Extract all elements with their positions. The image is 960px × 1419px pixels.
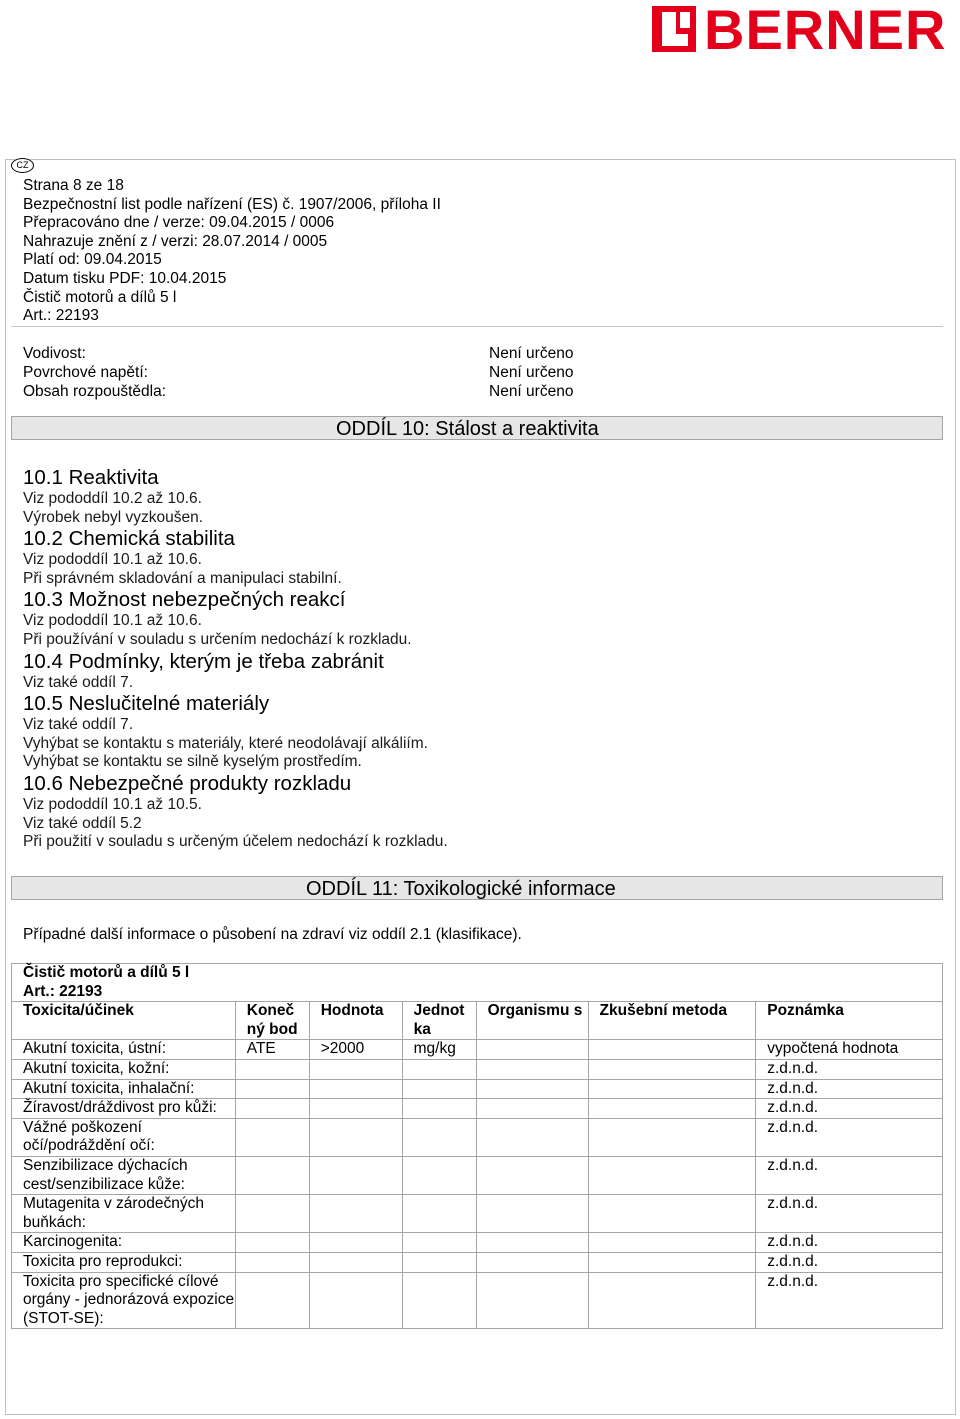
table-cell [476, 1233, 588, 1253]
header-line: Platí od: 09.04.2015 [23, 251, 162, 269]
table-cell: Žíravost/dráždivost pro kůži: [12, 1099, 236, 1119]
document-header [23, 177, 441, 326]
property-row [23, 345, 723, 364]
column-header: Toxicita/účinek [12, 1002, 236, 1040]
header-divider [11, 326, 943, 327]
subsection-text: Viz pododdíl 10.2 až 10.6. [23, 490, 202, 507]
table-cell: Mutagenita v zárodečných buňkách: [12, 1195, 236, 1233]
berner-logo-mark-icon [652, 6, 696, 52]
table-cell [476, 1059, 588, 1079]
table-cell: z.d.n.d. [756, 1195, 943, 1233]
table-cell [588, 1079, 756, 1099]
table-cell [402, 1079, 476, 1099]
table-cell: z.d.n.d. [756, 1059, 943, 1079]
table-row [12, 1040, 943, 1060]
header-line: Přepracováno dne / verze: 09.04.2015 / 0006 [23, 214, 335, 232]
subsection-text: Viz pododdíl 10.1 až 10.6. [23, 612, 202, 630]
table-cell [402, 1233, 476, 1253]
table-cell [588, 1252, 756, 1272]
table-cell: z.d.n.d. [756, 1156, 943, 1194]
table-cell [402, 1059, 476, 1079]
table-cell: >2000 [309, 1040, 402, 1060]
property-list [23, 345, 723, 401]
table-cell [588, 1118, 756, 1156]
table-row [12, 1252, 943, 1272]
header-line: Datum tisku PDF: 10.04.2015 [23, 269, 227, 287]
table-cell: Toxicita pro reprodukci: [12, 1252, 236, 1272]
section-10-content [23, 466, 923, 852]
column-header: Hodnota [309, 1002, 402, 1040]
table-cell: vypočtená hodnota [756, 1040, 943, 1060]
subsection-heading: 10.6 Nebezpečné produkty rozkladu [23, 771, 352, 795]
subsection-heading: 10.1 Reaktivita [23, 466, 159, 489]
header-line: Strana 8 ze 18 [23, 177, 124, 194]
table-cell [402, 1252, 476, 1272]
subsection-heading: 10.3 Možnost nebezpečných reakcí [23, 588, 346, 612]
section-11-title: ODDÍL 11: Toxikologické informace [306, 878, 616, 900]
table-product-row [12, 964, 943, 1002]
table-cell: Akutní toxicita, kožní: [12, 1059, 236, 1079]
table-cell: z.d.n.d. [756, 1233, 943, 1253]
subsection-heading: 10.5 Neslučitelné materiály [23, 692, 270, 716]
property-row [23, 383, 723, 402]
section-10-bar [11, 416, 943, 440]
column-header: Poznámka [756, 1002, 943, 1040]
subsection-text: Při správném skladování a manipulaci stabilní. [23, 569, 342, 587]
table-cell: z.d.n.d. [756, 1118, 943, 1156]
table-row [12, 1099, 943, 1119]
table-cell [476, 1099, 588, 1119]
property-label: Vodivost: [23, 345, 86, 362]
table-product-name: Čistič motorů a dílů 5 l [23, 964, 190, 981]
header-line: Čistič motorů a dílů 5 l [23, 288, 177, 306]
table-cell: z.d.n.d. [756, 1252, 943, 1272]
table-row [12, 1195, 943, 1233]
table-cell [476, 1156, 588, 1194]
table-row [12, 1233, 943, 1253]
table-cell [235, 1252, 309, 1272]
subsection-text: Viz také oddíl 7. [23, 716, 134, 734]
table-cell [235, 1079, 309, 1099]
subsection-text: Vyhýbat se kontaktu s materiály, které neodolávají alkáliím. [23, 734, 428, 752]
table-product-art: Art.: 22193 [23, 982, 103, 1000]
table-cell: Akutní toxicita, ústní: [12, 1040, 236, 1060]
table-cell [235, 1059, 309, 1079]
column-header: Zkušební metoda [588, 1002, 756, 1040]
table-cell [588, 1272, 756, 1329]
table-cell: mg/kg [402, 1040, 476, 1060]
property-label: Obsah rozpouštědla: [23, 382, 167, 400]
table-cell [402, 1118, 476, 1156]
subsection-text: Viz také oddíl 5.2 [23, 814, 142, 832]
language-badge: CZ [11, 158, 34, 173]
table-cell [235, 1156, 309, 1194]
table-cell: Vážné poškození očí/podráždění očí: [12, 1118, 236, 1156]
table-cell [309, 1118, 402, 1156]
column-header: Organismu s [476, 1002, 588, 1040]
table-cell [235, 1118, 309, 1156]
table-cell [309, 1079, 402, 1099]
table-cell [476, 1272, 588, 1329]
table-cell [309, 1059, 402, 1079]
table-cell [235, 1195, 309, 1233]
header-line: Nahrazuje znění z / verzi: 28.07.2014 / 0005 [23, 232, 328, 250]
table-cell [588, 1233, 756, 1253]
table-cell [235, 1272, 309, 1329]
table-cell [588, 1040, 756, 1060]
table-cell: z.d.n.d. [756, 1272, 943, 1329]
table-cell [309, 1233, 402, 1253]
berner-logo-text: BERNER [704, 0, 947, 61]
table-cell [309, 1156, 402, 1194]
table-cell [235, 1099, 309, 1119]
table-cell [402, 1195, 476, 1233]
table-cell [476, 1118, 588, 1156]
column-header: Koneč ný bod [235, 1002, 309, 1040]
table-cell [588, 1156, 756, 1194]
table-cell: ATE [235, 1040, 309, 1060]
berner-logo [652, 0, 956, 61]
section-11-note: Případné další informace o působení na zdraví viz oddíl 2.1 (klasifikace). [23, 926, 522, 943]
table-cell [309, 1252, 402, 1272]
table-row [12, 1118, 943, 1156]
subsection-text: Viz pododdíl 10.1 až 10.6. [23, 551, 202, 569]
header-line: Art.: 22193 [23, 307, 99, 325]
property-label: Povrchové napětí: [23, 363, 148, 381]
table-cell [476, 1195, 588, 1233]
table-cell: Akutní toxicita, inhalační: [12, 1079, 236, 1099]
table-cell: z.d.n.d. [756, 1079, 943, 1099]
table-cell: Senzibilizace dýchacích cest/senzibilizace kůže: [12, 1156, 236, 1194]
table-cell: Karcinogenita: [12, 1233, 236, 1253]
table-cell [235, 1233, 309, 1253]
subsection-text: Vyhýbat se kontaktu se silně kyselým prostředím. [23, 753, 362, 771]
property-value: Není určeno [489, 345, 574, 362]
table-row [12, 1272, 943, 1329]
subsection-text: Viz pododdíl 10.1 až 10.5. [23, 795, 202, 813]
property-value: Není určeno [489, 363, 574, 381]
subsection-text: Výrobek nebyl vyzkoušen. [23, 508, 204, 526]
header-line: Bezpečnostní list podle nařízení (ES) č. 1907/2006, příloha II [23, 195, 441, 213]
property-row [23, 364, 723, 383]
table-cell [309, 1272, 402, 1329]
property-value: Není určeno [489, 382, 574, 400]
table-cell [402, 1272, 476, 1329]
table-cell [476, 1252, 588, 1272]
table-cell [588, 1099, 756, 1119]
subsection-heading: 10.4 Podmínky, kterým je třeba zabránit [23, 649, 384, 673]
table-cell [476, 1079, 588, 1099]
table-cell [309, 1195, 402, 1233]
column-header: Jednot ka [402, 1002, 476, 1040]
subsection-text: Při použití v souladu s určeným účelem nedochází k rozkladu. [23, 833, 448, 851]
table-cell [402, 1156, 476, 1194]
subsection-text: Viz také oddíl 7. [23, 673, 134, 691]
table-cell [476, 1040, 588, 1060]
section-11-bar [11, 876, 943, 900]
toxicity-table [11, 963, 943, 1329]
table-cell [588, 1195, 756, 1233]
table-row [12, 1079, 943, 1099]
table-header-row [12, 1002, 943, 1040]
subsection-heading: 10.2 Chemická stabilita [23, 527, 235, 551]
table-cell [402, 1099, 476, 1119]
table-row [12, 1156, 943, 1194]
table-cell [588, 1059, 756, 1079]
table-row [12, 1059, 943, 1079]
section-10-title: ODDÍL 10: Stálost a reaktivita [336, 418, 599, 440]
table-product-cell [12, 964, 943, 1002]
table-cell: z.d.n.d. [756, 1099, 943, 1119]
table-cell: Toxicita pro specifické cílové orgány - jednorázová expozice (STOT-SE): [12, 1272, 236, 1329]
table-cell [309, 1099, 402, 1119]
subsection-text: Při používání v souladu s určením nedochází k rozkladu. [23, 630, 412, 648]
